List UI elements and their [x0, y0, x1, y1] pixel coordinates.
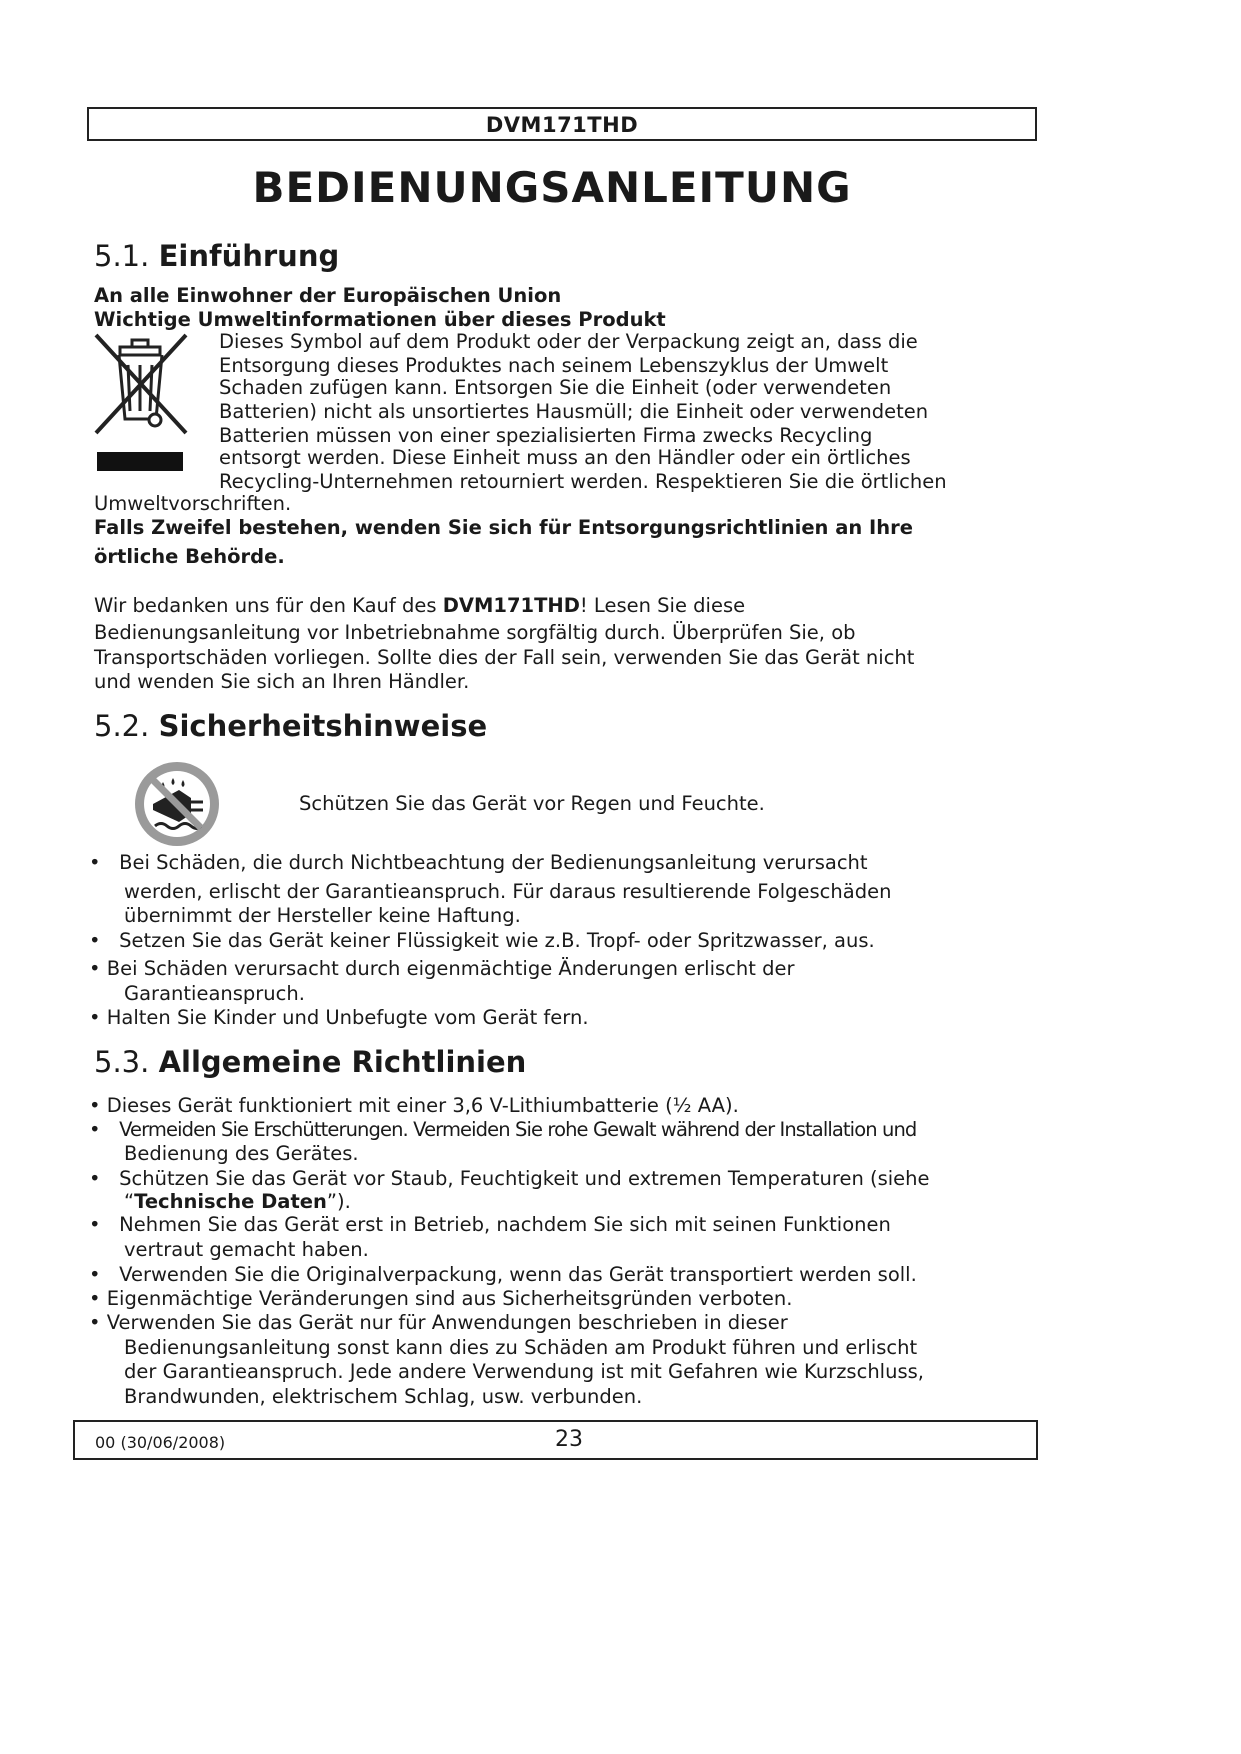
bullet-text: Eigenmächtige Veränderungen sind aus Sicherheitsgründen verboten.: [106, 1287, 793, 1310]
bullet-text: Nehmen Sie das Gerät erst in Betrieb, nachdem Sie sich mit seinen Funktionen: [119, 1213, 891, 1236]
bullet-marker: •: [89, 1094, 101, 1117]
bullet-marker: •: [89, 1118, 101, 1141]
bullet-text: Vermeiden Sie Erschütterungen. Vermeiden Sie rohe Gewalt während der Installation und: [119, 1118, 917, 1141]
section-number: 5.3.: [94, 1045, 150, 1079]
list-item: [89, 1167, 930, 1191]
list-item: [89, 929, 875, 953]
bullet-marker: •: [89, 1006, 101, 1029]
section-number: 5.1.: [94, 239, 150, 273]
bullet-text: Dieses Gerät funktioniert mit einer 3,6 V-Lithiumbatterie (½ AA).: [106, 1094, 739, 1117]
thanks-line-3: Transportschäden vorliegen. Sollte dies der Fall sein, verwenden Sie das Gerät nicht: [94, 646, 915, 669]
thanks-prefix: Wir bedanken uns für den Kauf des: [94, 594, 443, 617]
bullet-continuation: Garantieanspruch.: [124, 982, 305, 1005]
no-moisture-prohibition-icon: [133, 760, 221, 848]
bullet-continuation: Brandwunden, elektrischem Schlag, usw. verbunden.: [124, 1385, 643, 1408]
section-heading-5-3: [94, 1044, 526, 1080]
list-item: [89, 1287, 792, 1311]
bullet-continuation: Bedienung des Gerätes.: [124, 1142, 359, 1165]
bullet-text: Bei Schäden, die durch Nichtbeachtung der Bedienungsanleitung verursacht: [119, 851, 868, 874]
env-text-line-2: Entsorgung dieses Produktes nach seinem Lebenszyklus der Umwelt: [219, 354, 889, 377]
section-title: Sicherheitshinweise: [158, 709, 488, 743]
bullet-continuation: Bedienungsanleitung sonst kann dies zu Schäden am Produkt führen und erlischt: [124, 1336, 918, 1359]
doubt-notice-line-1: Falls Zweifel bestehen, wenden Sie sich für Entsorgungsrichtlinien an Ihre: [94, 516, 914, 539]
thanks-line-2: Bedienungsanleitung vor Inbetriebnahme sorgfältig durch. Überprüfen Sie, ob: [94, 621, 856, 644]
footer-box: [73, 1420, 1038, 1460]
list-item: [89, 957, 795, 981]
thanks-suffix: ! Lesen Sie diese: [579, 594, 746, 617]
env-text-line-4: Batterien) nicht als unsortiertes Hausmüll; die Einheit oder verwendeten: [219, 400, 929, 423]
bullet-text: Bei Schäden verursacht durch eigenmächtige Änderungen erlischt der: [106, 957, 795, 980]
header-model: DVM171THD: [485, 113, 639, 137]
env-text-line-7: Recycling-Unternehmen retourniert werden. Respektieren Sie die örtlichen: [219, 470, 947, 493]
header-model-box: [87, 107, 1037, 141]
list-item: [89, 1213, 891, 1237]
eu-heading: An alle Einwohner der Europäischen Union: [94, 284, 562, 307]
list-item: [89, 851, 868, 875]
bullet-continuation: werden, erlischt der Garantieanspruch. Für daraus resultierende Folgeschäden: [124, 880, 892, 903]
bullet-text: Halten Sie Kinder und Unbefugte vom Gerät fern.: [106, 1006, 589, 1029]
list-item: [89, 1311, 788, 1335]
list-item: [89, 1094, 739, 1118]
bullet-marker: •: [89, 957, 101, 980]
bullet-text: Schützen Sie das Gerät vor Staub, Feuchtigkeit und extremen Temperaturen (siehe: [119, 1167, 930, 1190]
bullet-text: Verwenden Sie das Gerät nur für Anwendungen beschrieben in dieser: [106, 1311, 788, 1334]
section-title: Allgemeine Richtlinien: [158, 1045, 527, 1079]
bullet-marker: •: [89, 1311, 101, 1334]
footer-version-date: 00 (30/06/2008): [95, 1433, 226, 1452]
thanks-line-1: [94, 594, 745, 618]
thanks-line-4: und wenden Sie sich an Ihren Händler.: [94, 670, 470, 693]
bullet-marker: •: [89, 1287, 101, 1310]
section-title: Einführung: [158, 239, 340, 273]
env-text-line-8: Umweltvorschriften.: [94, 492, 292, 515]
env-text-line-5: Batterien müssen von einer spezialisierten Firma zwecks Recycling: [219, 424, 873, 447]
technical-data-reference: Technische Daten: [134, 1190, 327, 1213]
section-heading-5-1: [94, 238, 339, 274]
env-text-line-3: Schaden zufügen kann. Entsorgen Sie die Einheit (oder verwendeten: [219, 376, 892, 399]
section-number: 5.2.: [94, 709, 150, 743]
bullet-marker: •: [89, 1213, 101, 1236]
bullet-continuation: der Garantieanspruch. Jede andere Verwendung ist mit Gefahren wie Kurzschluss,: [124, 1360, 924, 1383]
page-number: 23: [555, 1427, 583, 1452]
bullet-continuation: übernimmt der Hersteller keine Haftung.: [124, 904, 521, 927]
bullet-marker: •: [89, 1263, 101, 1286]
list-item: [89, 1263, 917, 1287]
env-text-line-1: Dieses Symbol auf dem Produkt oder der Verpackung zeigt an, dass die: [219, 330, 918, 353]
bullet-continuation: [124, 1190, 351, 1214]
list-item: [89, 1006, 589, 1030]
quote-open: “: [124, 1190, 135, 1213]
doubt-notice-line-2: örtliche Behörde.: [94, 545, 285, 568]
list-item: [89, 1118, 916, 1142]
section-heading-5-2: [94, 708, 487, 744]
bullet-marker: •: [89, 929, 101, 952]
env-info-heading: Wichtige Umweltinformationen über dieses Produkt: [94, 308, 666, 331]
rain-warning-text: Schützen Sie das Gerät vor Regen und Feuchte.: [299, 792, 765, 815]
quote-close: ”).: [326, 1190, 351, 1213]
bullet-text: Verwenden Sie die Originalverpackung, wenn das Gerät transportiert werden soll.: [119, 1263, 917, 1286]
thanks-model: DVM171THD: [442, 594, 580, 617]
bullet-marker: •: [89, 1167, 101, 1190]
bullet-text: Setzen Sie das Gerät keiner Flüssigkeit wie z.B. Tropf- oder Spritzwasser, aus.: [119, 929, 875, 952]
env-text-line-6: entsorgt werden. Diese Einheit muss an den Händler oder ein örtliches: [219, 446, 911, 469]
bullet-marker: •: [89, 851, 101, 874]
bullet-continuation: vertraut gemacht haben.: [124, 1238, 369, 1261]
page-title: BEDIENUNGSANLEITUNG: [252, 163, 852, 212]
weee-crossed-bin-icon: [92, 331, 192, 477]
